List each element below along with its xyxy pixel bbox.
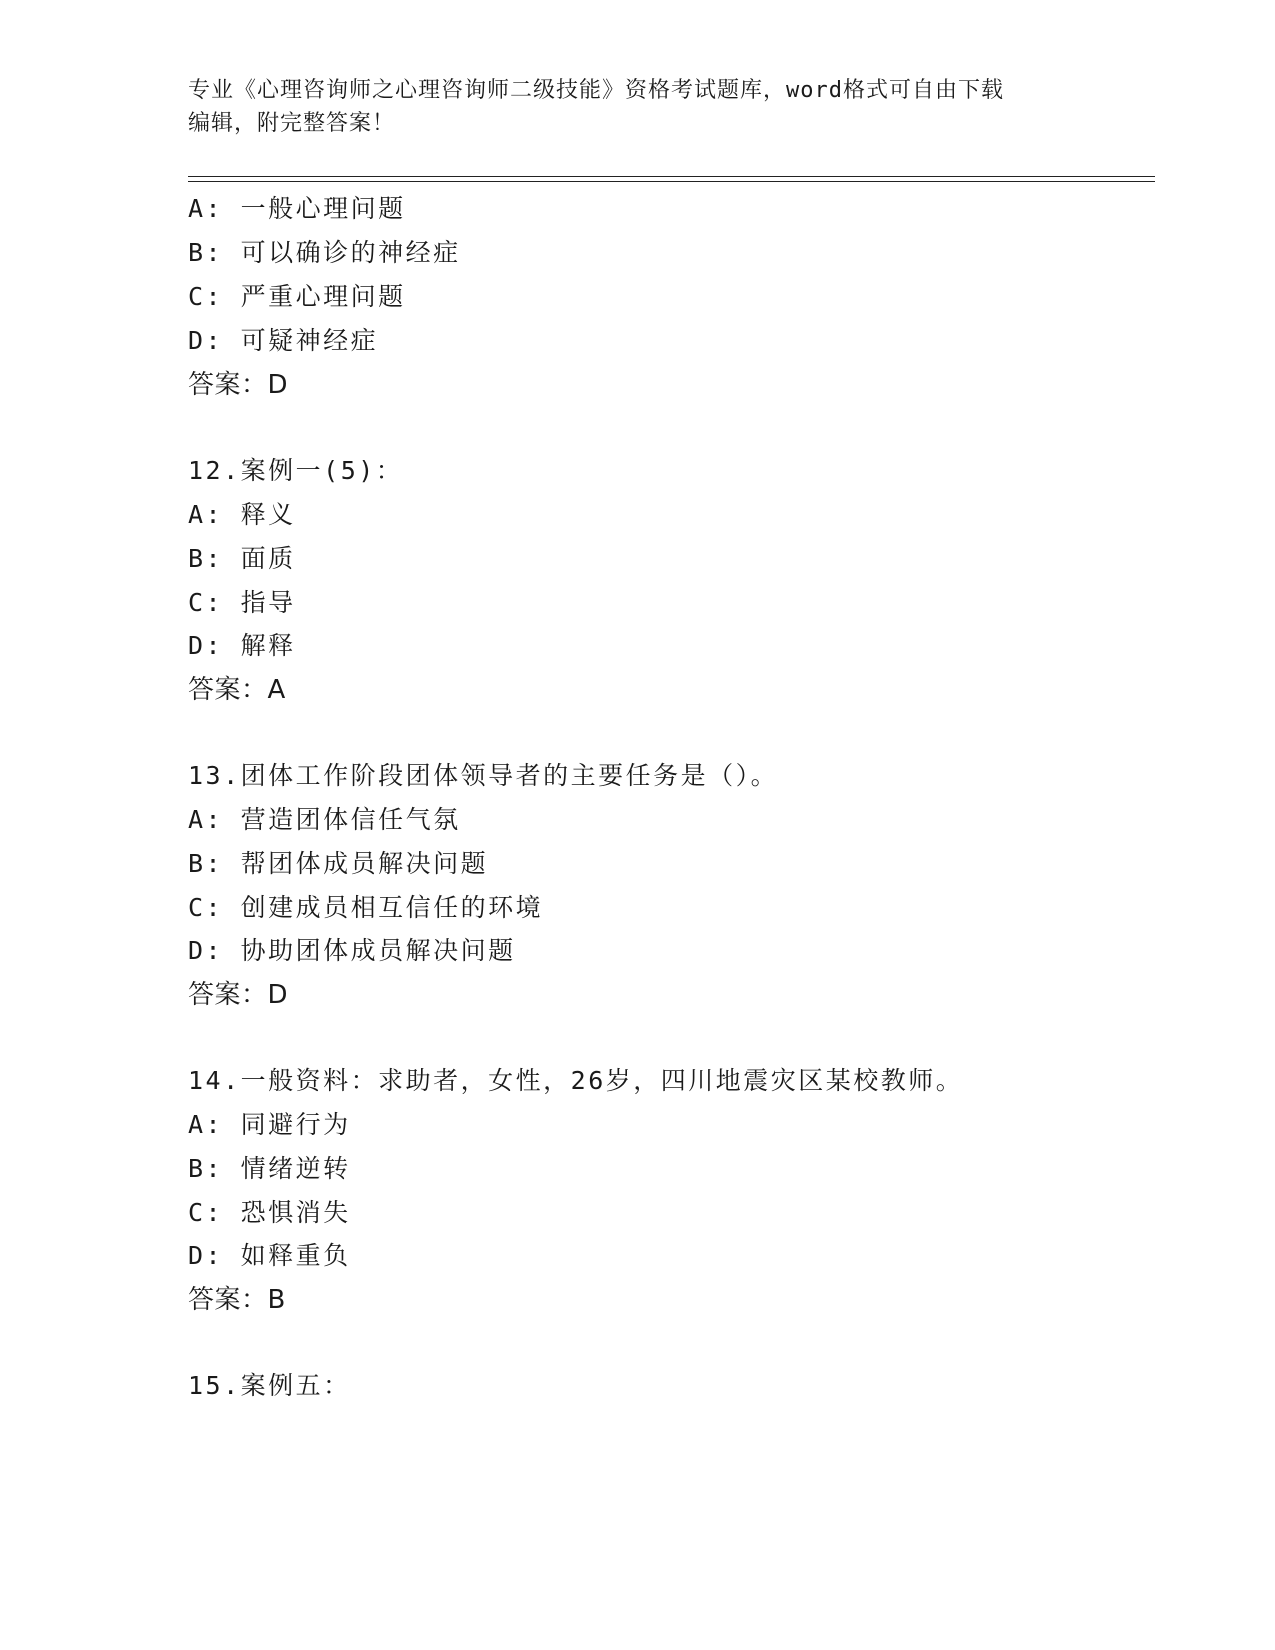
q11-option-a: A: 一般心理问题	[188, 194, 406, 223]
q13-option-a: A: 营造团体信任气氛	[188, 805, 461, 834]
document-header	[188, 74, 1088, 140]
q14-option-c: C: 恐惧消失	[188, 1198, 351, 1227]
q15-question: 15.案例五：	[188, 1371, 351, 1400]
q11-answer: 答案：D	[188, 370, 289, 400]
q12-question: 12.案例一(5)：	[188, 456, 404, 485]
header-divider-bottom	[188, 181, 1155, 182]
q13-option-c: C: 创建成员相互信任的环境	[188, 893, 544, 922]
header-line-1: 专业《心理咨询师之心理咨询师二级技能》资格考试题库，word格式可自由下载	[188, 78, 1004, 103]
q13-answer: 答案：D	[188, 980, 289, 1010]
q14-question: 14.一般资料：求助者，女性，26岁，四川地震灾区某校教师。	[188, 1066, 964, 1095]
q12-answer: 答案：A	[188, 675, 286, 705]
q14-option-d: D: 如释重负	[188, 1241, 351, 1270]
q14-answer: 答案：B	[188, 1285, 286, 1315]
q14-option-b: B: 情绪逆转	[188, 1154, 351, 1183]
q12-option-c: C: 指导	[188, 588, 296, 617]
q13-option-b: B: 帮团体成员解决问题	[188, 849, 489, 878]
q11-option-d: D: 可疑神经症	[188, 326, 379, 355]
header-divider-top	[188, 176, 1155, 177]
q13-option-d: D: 协助团体成员解决问题	[188, 936, 516, 965]
q11-option-b: B: 可以确诊的神经症	[188, 238, 461, 267]
q12-option-b: B: 面质	[188, 544, 296, 573]
q12-option-d: D: 解释	[188, 631, 296, 660]
q11-option-c: C: 严重心理问题	[188, 282, 406, 311]
q13-question: 13.团体工作阶段团体领导者的主要任务是（）。	[188, 761, 779, 790]
header-line-2: 编辑，附完整答案！	[188, 111, 396, 136]
q14-option-a: A: 同避行为	[188, 1110, 351, 1139]
q12-option-a: A: 释义	[188, 500, 296, 529]
